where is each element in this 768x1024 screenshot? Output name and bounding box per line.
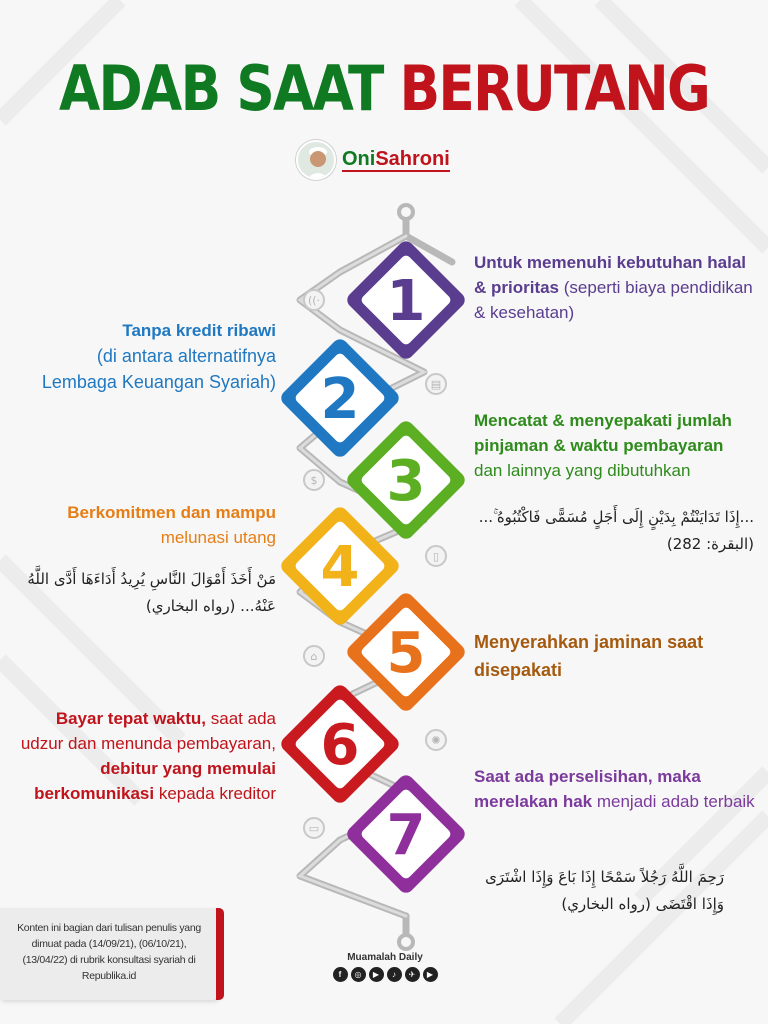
step-7-arabic: رَحِمَ اللَّهُ رَجُلاً سَمْحًا إِذَا بَاعَ وَإِذَا اشْتَرَى وَإِذَا اقْتَضَى (رواه البخاري) xyxy=(485,868,724,913)
svg-text:▤: ▤ xyxy=(430,378,442,391)
step-6-diamond xyxy=(278,682,402,806)
title-part-red: BERUTANG xyxy=(399,52,710,125)
step-6-text: Bayar tepat waktu, saat ada udzur dan menunda pembayaran, debitur yang memulai berkomunikasi kepada kreditor xyxy=(20,709,276,803)
tiktok-icon[interactable]: ♪ xyxy=(387,967,402,982)
source-note: Konten ini bagian dari tulisan penulis yang dimuat pada (14/09/21), (06/10/21), (13/04/22) di rubrik konsultasi syariah di Republika.id xyxy=(0,908,218,1000)
telegram-icon[interactable]: ✈ xyxy=(405,967,420,982)
step-7-text: Saat ada perselisihan, maka merelakan hak menjadi adab terbaik xyxy=(474,767,755,811)
youtube-icon[interactable]: ▶ xyxy=(369,967,384,982)
chain-top-ring xyxy=(399,205,413,219)
step-4-text: Berkomitmen dan mampu melunasi utang xyxy=(67,503,276,547)
step-5-text: Menyerahkan jaminan saat disepakati xyxy=(474,632,704,680)
step-1-text: Untuk memenuhi kebutuhan halal & prioritas (seperti biaya pendidikan & kesehatan) xyxy=(474,253,753,322)
svg-text:✺: ✺ xyxy=(431,734,441,747)
step-7-number: 7 xyxy=(386,803,426,868)
chain-bottom-ring xyxy=(399,935,413,949)
title-part-green: ADAB SAAT xyxy=(58,52,383,125)
social-links xyxy=(330,967,440,982)
svg-text:$: $ xyxy=(310,474,318,487)
step-6-number: 6 xyxy=(320,713,360,778)
svg-text:▭: ▭ xyxy=(308,822,320,835)
brand-name: Muamalah Daily xyxy=(347,952,423,963)
step-1-number: 1 xyxy=(386,269,426,334)
step-2-number: 2 xyxy=(320,367,360,432)
step-4-number: 4 xyxy=(320,535,360,600)
facebook-icon[interactable]: f xyxy=(333,967,348,982)
step-3-arabic: ...إِذَا تَدَايَنْتُمْ بِدَيْنٍ إِلَى أَجَلٍ مُسَمًّى فَاكْتُبُوهُ ۚ... (البقرة: 282) xyxy=(478,508,754,553)
step-5-number: 5 xyxy=(386,621,426,686)
step-3-text: Mencatat & menyepakati jumlah pinjaman & waktu pembayaran dan lainnya yang dibutuhkan xyxy=(474,411,732,480)
svg-text:((·: ((· xyxy=(307,294,321,307)
instagram-icon[interactable]: ◎ xyxy=(351,967,366,982)
step-4-diamond xyxy=(278,504,402,628)
step-3-number: 3 xyxy=(386,449,426,514)
footer-brand xyxy=(330,952,440,982)
step-5-diamond xyxy=(344,590,468,714)
step-2-text: Tanpa kredit ribawi (di antara alternatifnya Lembaga Keuangan Syariah) xyxy=(41,321,276,392)
step-7-diamond xyxy=(344,772,468,896)
step-4-arabic: مَنْ أَخَذَ أَمْوَالَ النَّاسِ يُرِيدُ أَدَاءَهَا أَدَّى اللَّهُ عَنْهُ... (رواه البخاري) xyxy=(27,570,276,615)
svg-text:▯: ▯ xyxy=(432,550,440,563)
svg-text:⌂: ⌂ xyxy=(310,650,318,663)
play-icon[interactable]: ▶ xyxy=(423,967,438,982)
author-name: OniSahroni xyxy=(342,148,450,170)
